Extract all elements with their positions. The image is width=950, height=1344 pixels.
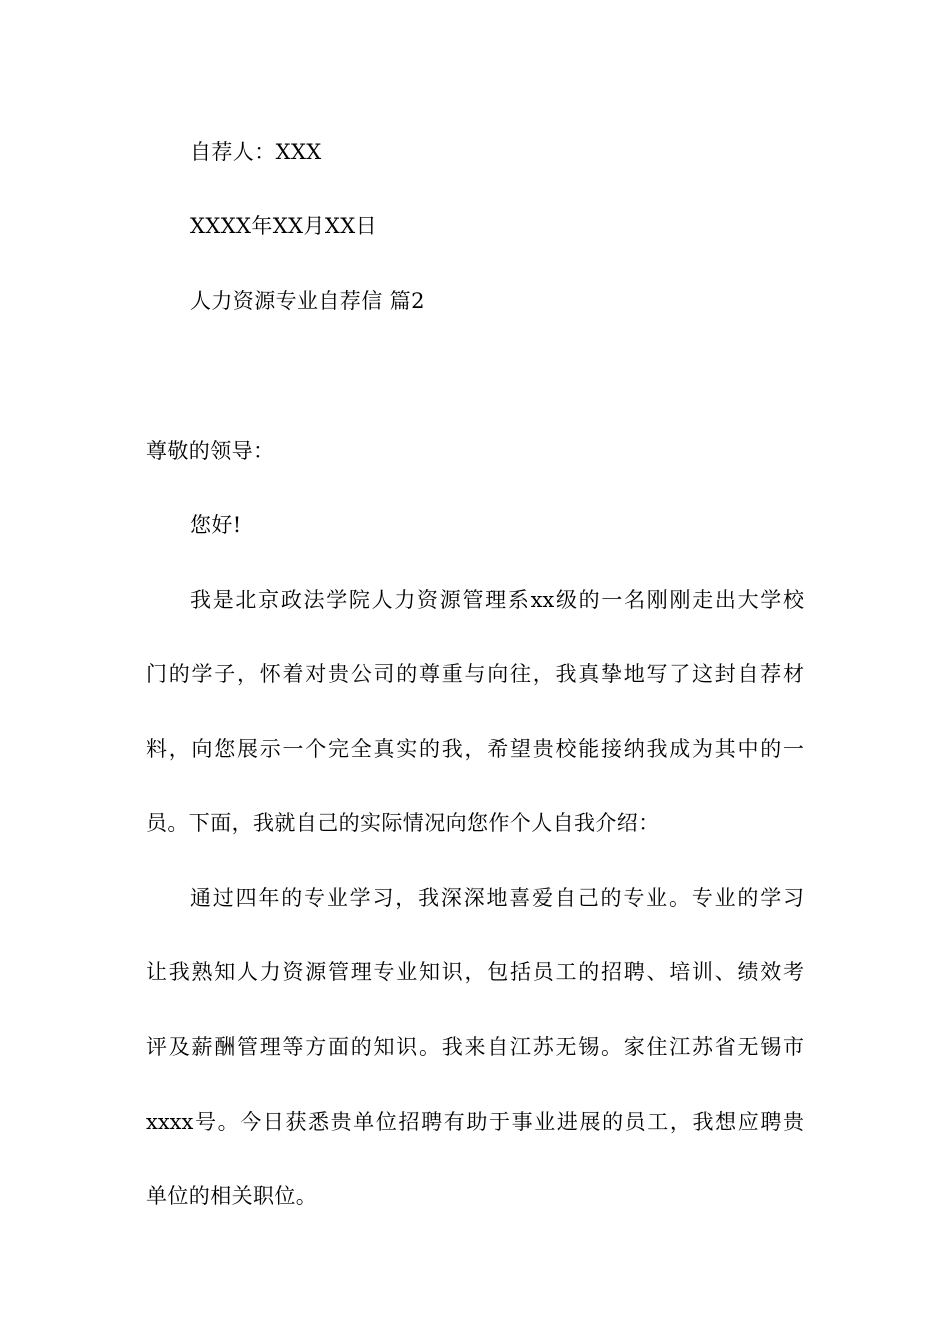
paragraph-1-line-2: 门的学子，怀着对贵公司的尊重与向往，我真挚地写了这封自荐材	[146, 662, 804, 686]
paragraph-1-line-3: 料，向您展示一个完全真实的我，希望贵校能接纳我成为其中的一	[146, 737, 804, 761]
signature-line: 自荐人：XXX	[190, 140, 322, 164]
salutation: 尊敬的领导：	[146, 439, 275, 463]
date-line: XXXX年XX月XX日	[190, 214, 378, 238]
paragraph-2-line-5: 单位的相关职位。	[146, 1184, 318, 1208]
paragraph-2-line-1: 通过四年的专业学习，我深深地喜爱自己的专业。专业的学习	[190, 886, 804, 910]
greeting: 您好!	[190, 513, 242, 537]
paragraph-2-line-4: xxxx号。今日获悉贵单位招聘有助于事业进展的员工，我想应聘贵	[146, 1110, 804, 1134]
section-title: 人力资源专业自荐信 篇2	[190, 289, 425, 313]
paragraph-2-line-2: 让我熟知人力资源管理专业知识，包括员工的招聘、培训、绩效考	[146, 960, 804, 984]
paragraph-1-line-1: 我是北京政法学院人力资源管理系xx级的一名刚刚走出大学校	[190, 588, 804, 612]
paragraph-2-line-3: 评及薪酬管理等方面的知识。我来自江苏无锡。家住江苏省无锡市	[146, 1035, 804, 1059]
paragraph-1-line-4: 员。下面，我就自己的实际情况向您作个人自我介绍：	[146, 811, 660, 835]
